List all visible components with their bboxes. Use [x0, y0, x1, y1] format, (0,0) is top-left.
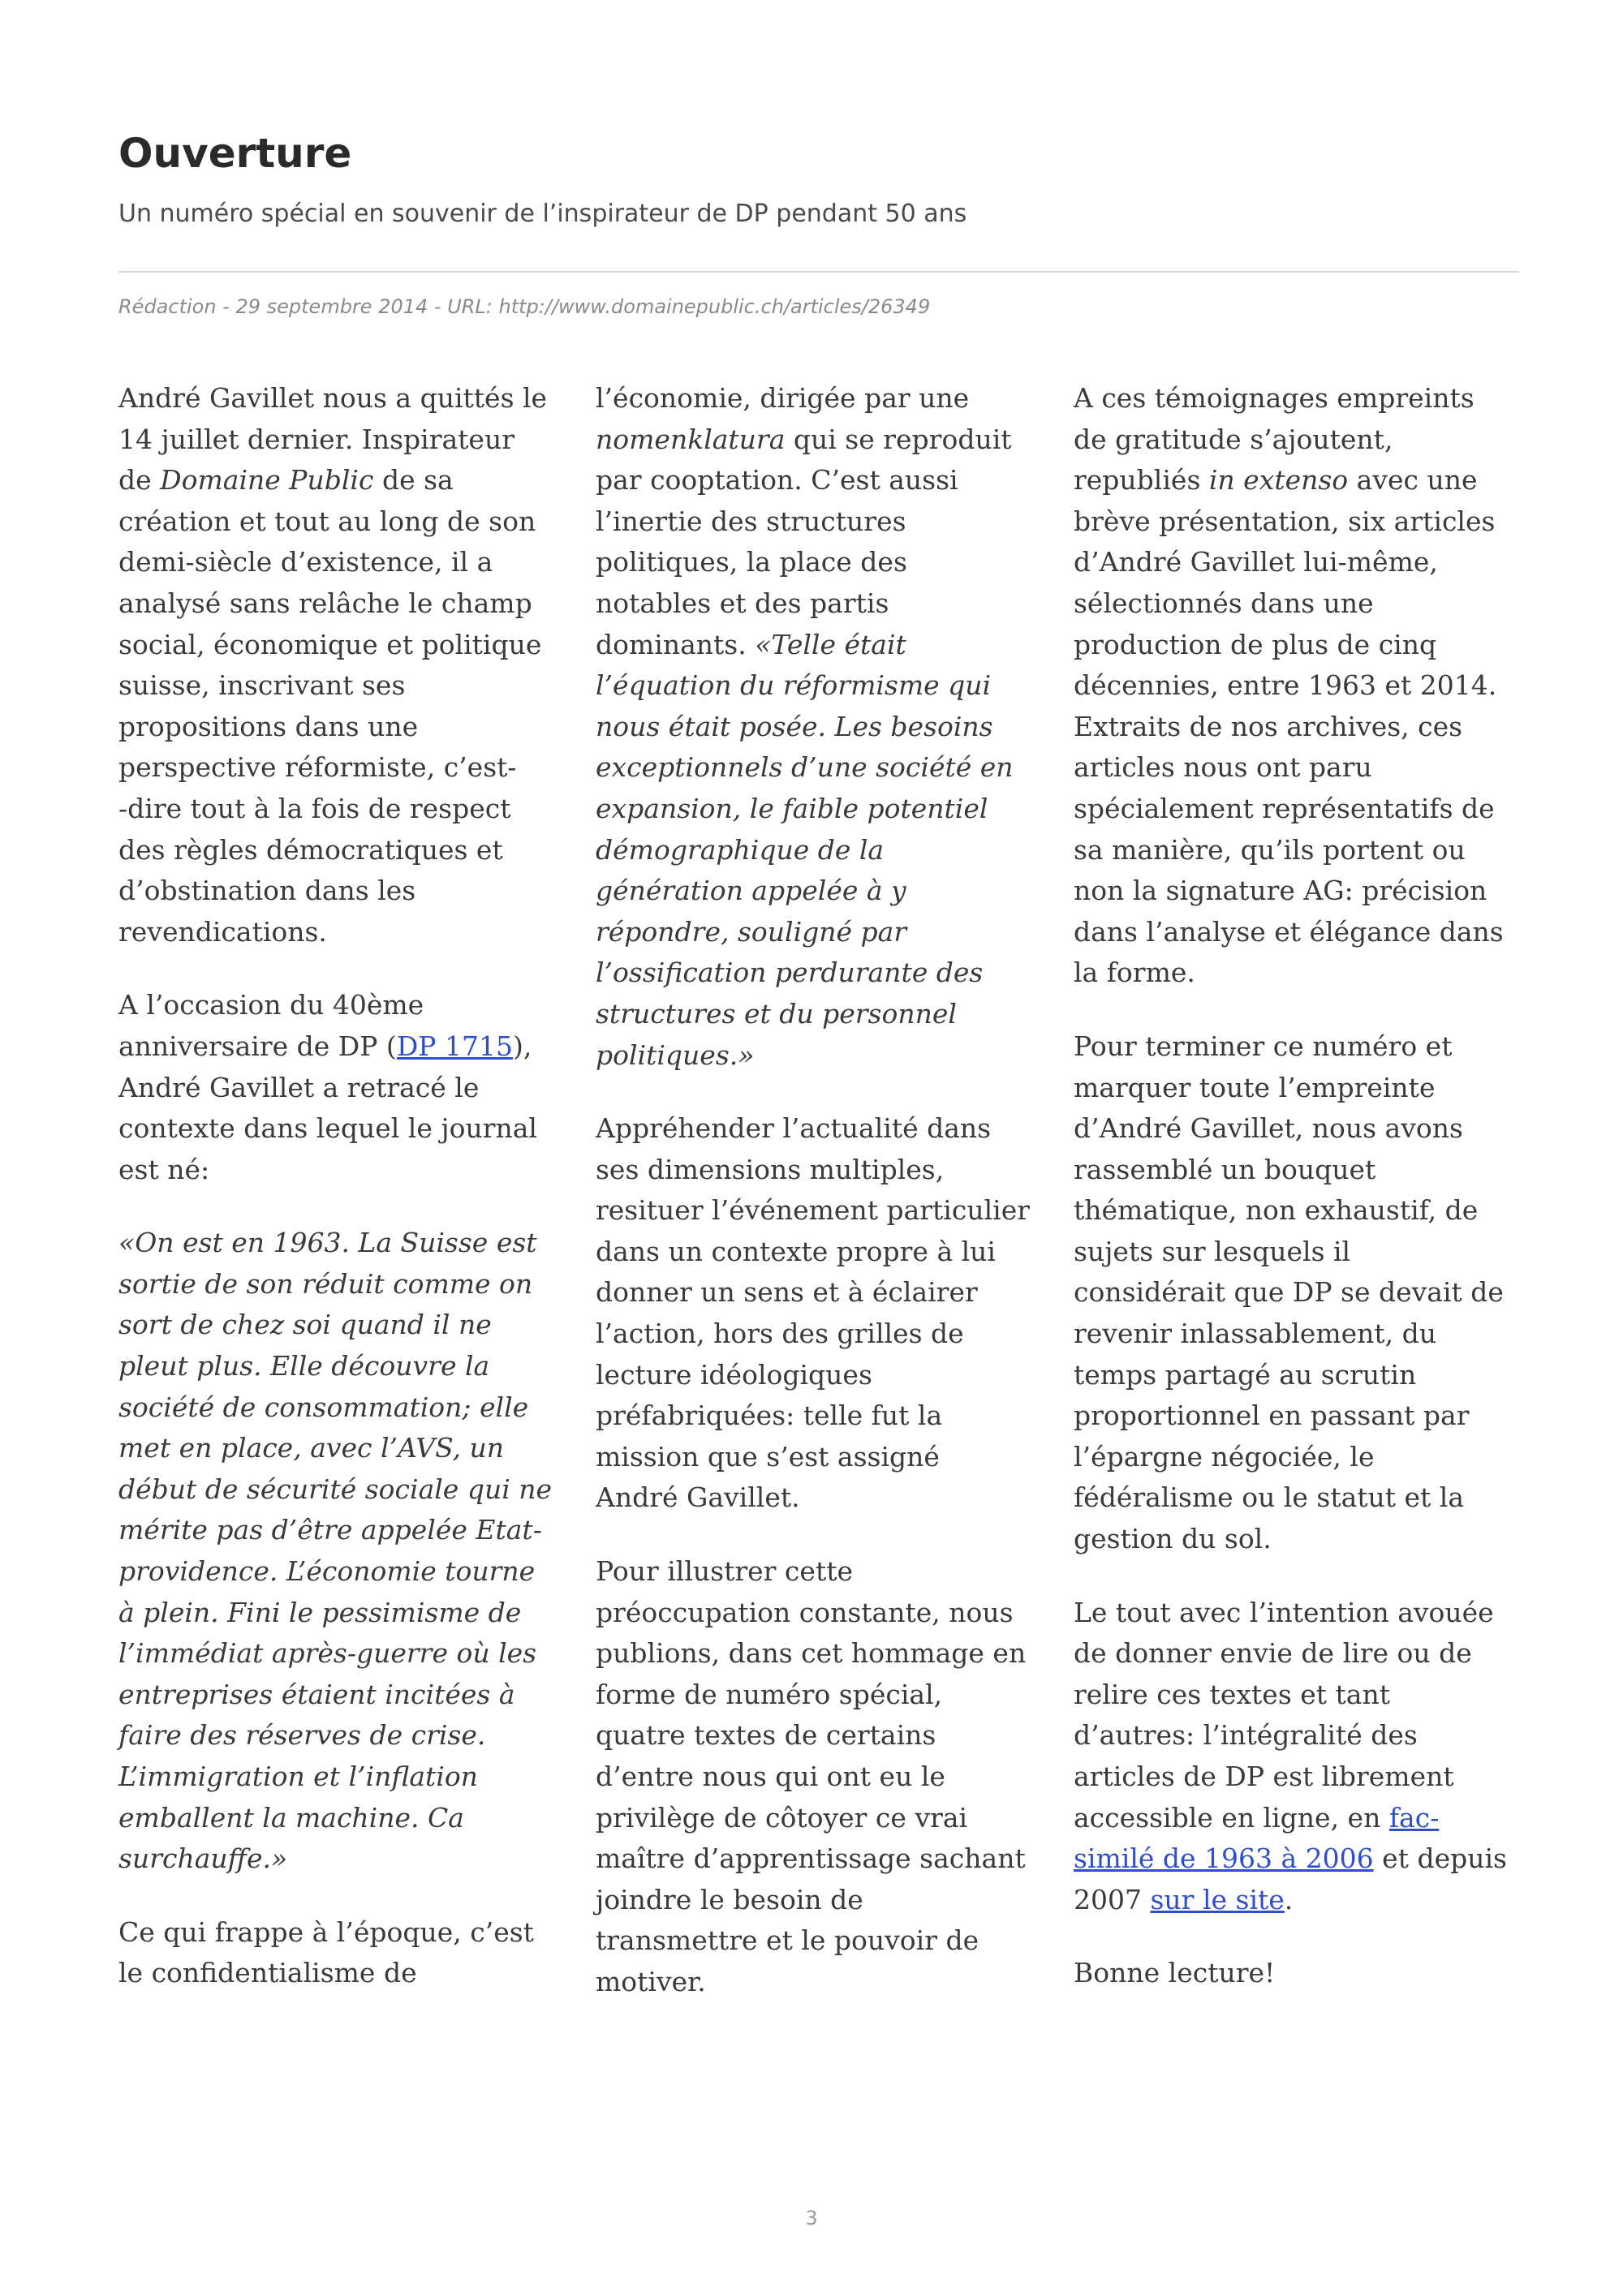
- paragraph: [596, 378, 1039, 1076]
- text-run: .: [1284, 1883, 1294, 1915]
- text-line: met en place, avec l’AVS, un: [118, 1432, 504, 1464]
- text-line: forme de numéro spécial,: [596, 1678, 943, 1710]
- text-line: d’autres: l’intégralité des: [1074, 1719, 1418, 1752]
- text-line: [1074, 1838, 1517, 1880]
- text-line: Pour terminer ce numéro et: [1074, 1030, 1453, 1062]
- text-line: transmettre et le pouvoir de: [596, 1924, 979, 1957]
- text-line: nous était posée. Les besoins: [596, 710, 993, 742]
- text-line: pleut plus. Elle découvre la: [118, 1350, 490, 1382]
- text-line: notables et des partis: [596, 587, 889, 619]
- text-line: -dire tout à la fois de respect: [118, 792, 511, 824]
- text-line: Pour illustrer cette: [596, 1555, 853, 1588]
- text-line: des règles démocratiques et: [118, 833, 503, 866]
- text-line: [1074, 460, 1517, 501]
- text-line: providence. L’économie tourne: [118, 1555, 536, 1588]
- text-line: André Gavillet nous a quittés le: [118, 382, 548, 414]
- text-line: André Gavillet.: [596, 1481, 800, 1514]
- emphasis-term: in extenso: [1208, 464, 1349, 497]
- paragraph: [118, 985, 562, 1190]
- text-line: ses dimensions multiples,: [596, 1153, 945, 1185]
- text-line: proportionnel en passant par: [1074, 1400, 1470, 1432]
- text-line: sélectionnés dans une: [1074, 587, 1374, 619]
- text-line: rassemblé un bouquet: [1074, 1153, 1376, 1185]
- text-line: [596, 419, 1039, 461]
- site-link[interactable]: sur le site: [1150, 1883, 1285, 1915]
- text-line: revenir inlassablement, du: [1074, 1318, 1437, 1350]
- publication-name: Domaine Public: [160, 464, 374, 497]
- text-line: [1074, 1798, 1517, 1839]
- text-line: Extraits de nos archives, ces: [1074, 710, 1463, 742]
- text-line: est né:: [118, 1153, 210, 1185]
- text-line: emballent la machine. Ca: [118, 1801, 464, 1834]
- article-subtitle: Un numéro spécial en souvenir de l’inspirateur de DP pendant 50 ans: [118, 200, 967, 228]
- text-line: la forme.: [1074, 957, 1195, 989]
- text-line: non la signature AG: précision: [1074, 875, 1487, 907]
- text-line: maître d’apprentissage sachant: [596, 1842, 1026, 1875]
- text-line: [1074, 1880, 1517, 1921]
- text-run: et depuis: [1373, 1842, 1507, 1875]
- text-line: fédéralisme ou le statut et la: [1074, 1481, 1465, 1514]
- text-line: entreprises étaient incitées à: [118, 1678, 515, 1710]
- text-line: thématique, non exhaustif, de: [1074, 1194, 1479, 1227]
- text-line: André Gavillet a retracé le: [118, 1071, 480, 1103]
- text-line: brève présentation, six articles: [1074, 505, 1496, 537]
- text-line: faire des réserves de crise.: [118, 1719, 486, 1752]
- article-title: Ouverture: [118, 130, 352, 177]
- text-line: articles de DP est librement: [1074, 1761, 1454, 1792]
- quote-run: «Telle était: [755, 628, 906, 660]
- text-line: d’André Gavillet, nous avons: [1074, 1112, 1463, 1145]
- text-run: dominants.: [596, 628, 756, 660]
- text-line: analysé sans relâche le champ: [118, 587, 532, 619]
- text-line: politiques, la place des: [596, 546, 907, 578]
- paragraph: [1074, 1593, 1517, 1921]
- paragraph: [118, 378, 562, 952]
- text-line: privilège de côtoyer ce vrai: [596, 1801, 968, 1834]
- text-line: début de sécurité sociale qui ne: [118, 1473, 553, 1505]
- text-line: «On est en 1963. La Suisse est: [118, 1227, 537, 1259]
- text-line: articles nous ont paru: [1074, 751, 1372, 784]
- text-line: de gratitude s’ajoutent,: [1074, 423, 1393, 455]
- page-number: 3: [805, 2207, 818, 2229]
- quote-paragraph: [118, 1223, 562, 1880]
- text-line: sa manière, qu’ils portent ou: [1074, 833, 1466, 866]
- text-line: d’entre nous qui ont eu le: [596, 1761, 945, 1792]
- text-line: sortie de son réduit comme on: [118, 1267, 533, 1300]
- text-run: anniversaire de DP (: [118, 1030, 397, 1062]
- text-line: dans l’analyse et élégance dans: [1074, 915, 1504, 948]
- text-line: d’André Gavillet lui-même,: [1074, 546, 1438, 578]
- text-line: l’économie, dirigée par une: [596, 382, 970, 414]
- text-run: de sa: [373, 464, 454, 497]
- paragraph: [118, 1912, 562, 1994]
- text-line: sort de chez soi quand il ne: [118, 1309, 492, 1341]
- text-line: dans un contexte propre à lui: [596, 1235, 996, 1267]
- text-line: production de plus de cinq: [1074, 628, 1437, 660]
- text-line: l’inertie des structures: [596, 505, 906, 537]
- text-line: l’épargne négociée, le: [1074, 1440, 1375, 1473]
- text-line: contexte dans lequel le journal: [118, 1112, 537, 1145]
- text-line: propositions dans une: [118, 710, 419, 742]
- facsimile-link[interactable]: fac-: [1388, 1801, 1440, 1834]
- text-line: par cooptation. C’est aussi: [596, 464, 958, 497]
- text-run: ),: [512, 1030, 532, 1062]
- text-line: à plein. Fini le pessimisme de: [118, 1596, 522, 1628]
- text-line: demi-siècle d’existence, il a: [118, 546, 493, 578]
- text-line: de donner envie de lire ou de: [1074, 1637, 1472, 1670]
- text-line: A ces témoignages empreints: [1074, 382, 1474, 414]
- text-line: création et tout au long de son: [118, 505, 536, 537]
- text-line: préfabriquées: telle fut la: [596, 1400, 943, 1432]
- text-line: Ce qui frappe à l’époque, c’est: [118, 1915, 534, 1948]
- text-line: préoccupation constante, nous: [596, 1596, 1014, 1628]
- paragraph: [596, 1551, 1039, 2003]
- header-divider: [118, 271, 1519, 273]
- text-line: le confidentialisme de: [118, 1957, 417, 1989]
- emphasis-term: nomenklatura: [596, 423, 786, 455]
- text-line: L’immigration et l’inflation: [118, 1761, 478, 1792]
- paragraph: [596, 1108, 1039, 1519]
- text-line: surchauffe.»: [118, 1842, 288, 1875]
- text-line: l’équation du réformisme qui: [596, 669, 992, 702]
- text-line: spécialement représentatifs de: [1074, 792, 1495, 824]
- text-line: gestion du sol.: [1074, 1523, 1272, 1555]
- text-line: démographique de la: [596, 833, 885, 866]
- text-line: l’immédiat après-guerre où les: [118, 1637, 537, 1670]
- text-line: joindre le besoin de: [596, 1883, 863, 1915]
- text-line: société de consommation; elle: [118, 1391, 529, 1423]
- text-run: avec une: [1348, 464, 1478, 497]
- text-line: lecture idéologiques: [596, 1358, 872, 1391]
- text-line: répondre, souligné par: [596, 915, 907, 948]
- text-line: revendications.: [118, 915, 327, 948]
- text-run: qui se reproduit: [785, 423, 1012, 455]
- text-line: l’action, hors des grilles de: [596, 1318, 964, 1350]
- text-line: temps partagé au scrutin: [1074, 1358, 1417, 1391]
- text-line: suisse, inscrivant ses: [118, 669, 406, 702]
- text-line: [596, 625, 1039, 666]
- text-line: considérait que DP se devait de: [1074, 1276, 1504, 1309]
- closing-line: Bonne lecture!: [1074, 1957, 1276, 1989]
- text-line: [118, 1026, 562, 1068]
- text-line: social, économique et politique: [118, 628, 542, 660]
- text-run: de: [118, 464, 161, 497]
- text-line: [118, 460, 562, 501]
- text-run: accessible en ligne, en: [1074, 1801, 1389, 1834]
- text-line: l’ossification perdurante des: [596, 957, 984, 989]
- text-line: expansion, le faible potentiel: [596, 792, 988, 824]
- text-line: structures et du personnel: [596, 997, 957, 1030]
- text-line: décennies, entre 1963 et 2014.: [1074, 669, 1497, 702]
- text-line: donner un sens et à éclairer: [596, 1276, 978, 1309]
- text-column-2: [596, 378, 1039, 2003]
- text-line: mérite pas d’être appelée Etat-: [118, 1514, 542, 1546]
- paragraph: [1074, 1026, 1517, 1560]
- text-line: relire ces textes et tant: [1074, 1678, 1390, 1710]
- text-line: mission que s’est assigné: [596, 1440, 940, 1473]
- text-line: motiver.: [596, 1965, 706, 1997]
- article-meta: Rédaction - 29 septembre 2014 - URL: http://www.domainepublic.ch/articles/26349: [118, 295, 931, 318]
- text-line: publions, dans cet hommage en: [596, 1637, 1027, 1670]
- text-line: A l’occasion du 40ème: [118, 989, 424, 1021]
- text-line: politiques.»: [596, 1038, 755, 1071]
- text-column-1: [118, 378, 562, 1994]
- text-line: quatre textes de certains: [596, 1719, 936, 1752]
- paragraph: [1074, 378, 1517, 994]
- text-line: sujets sur lesquels il: [1074, 1235, 1351, 1267]
- text-line: marquer toute l’empreinte: [1074, 1071, 1436, 1103]
- dp-1715-link[interactable]: DP 1715: [396, 1030, 513, 1062]
- text-line: génération appelée à y: [596, 875, 906, 907]
- text-run: republiés: [1074, 464, 1209, 497]
- text-line: d’obstination dans les: [118, 875, 416, 907]
- facsimile-link[interactable]: similé de 1963 à 2006: [1074, 1842, 1374, 1875]
- text-line: Le tout avec l’intention avouée: [1074, 1596, 1494, 1628]
- text-line: Appréhender l’actualité dans: [596, 1112, 992, 1145]
- text-line: perspective réformiste, c’est-: [118, 751, 517, 784]
- text-line: 14 juillet dernier. Inspirateur: [118, 423, 514, 455]
- text-run: 2007: [1074, 1883, 1151, 1915]
- text-line: resituer l’événement particulier: [596, 1194, 1030, 1227]
- text-line: exceptionnels d’une société en: [596, 751, 1014, 784]
- text-column-3: [1074, 378, 1517, 1994]
